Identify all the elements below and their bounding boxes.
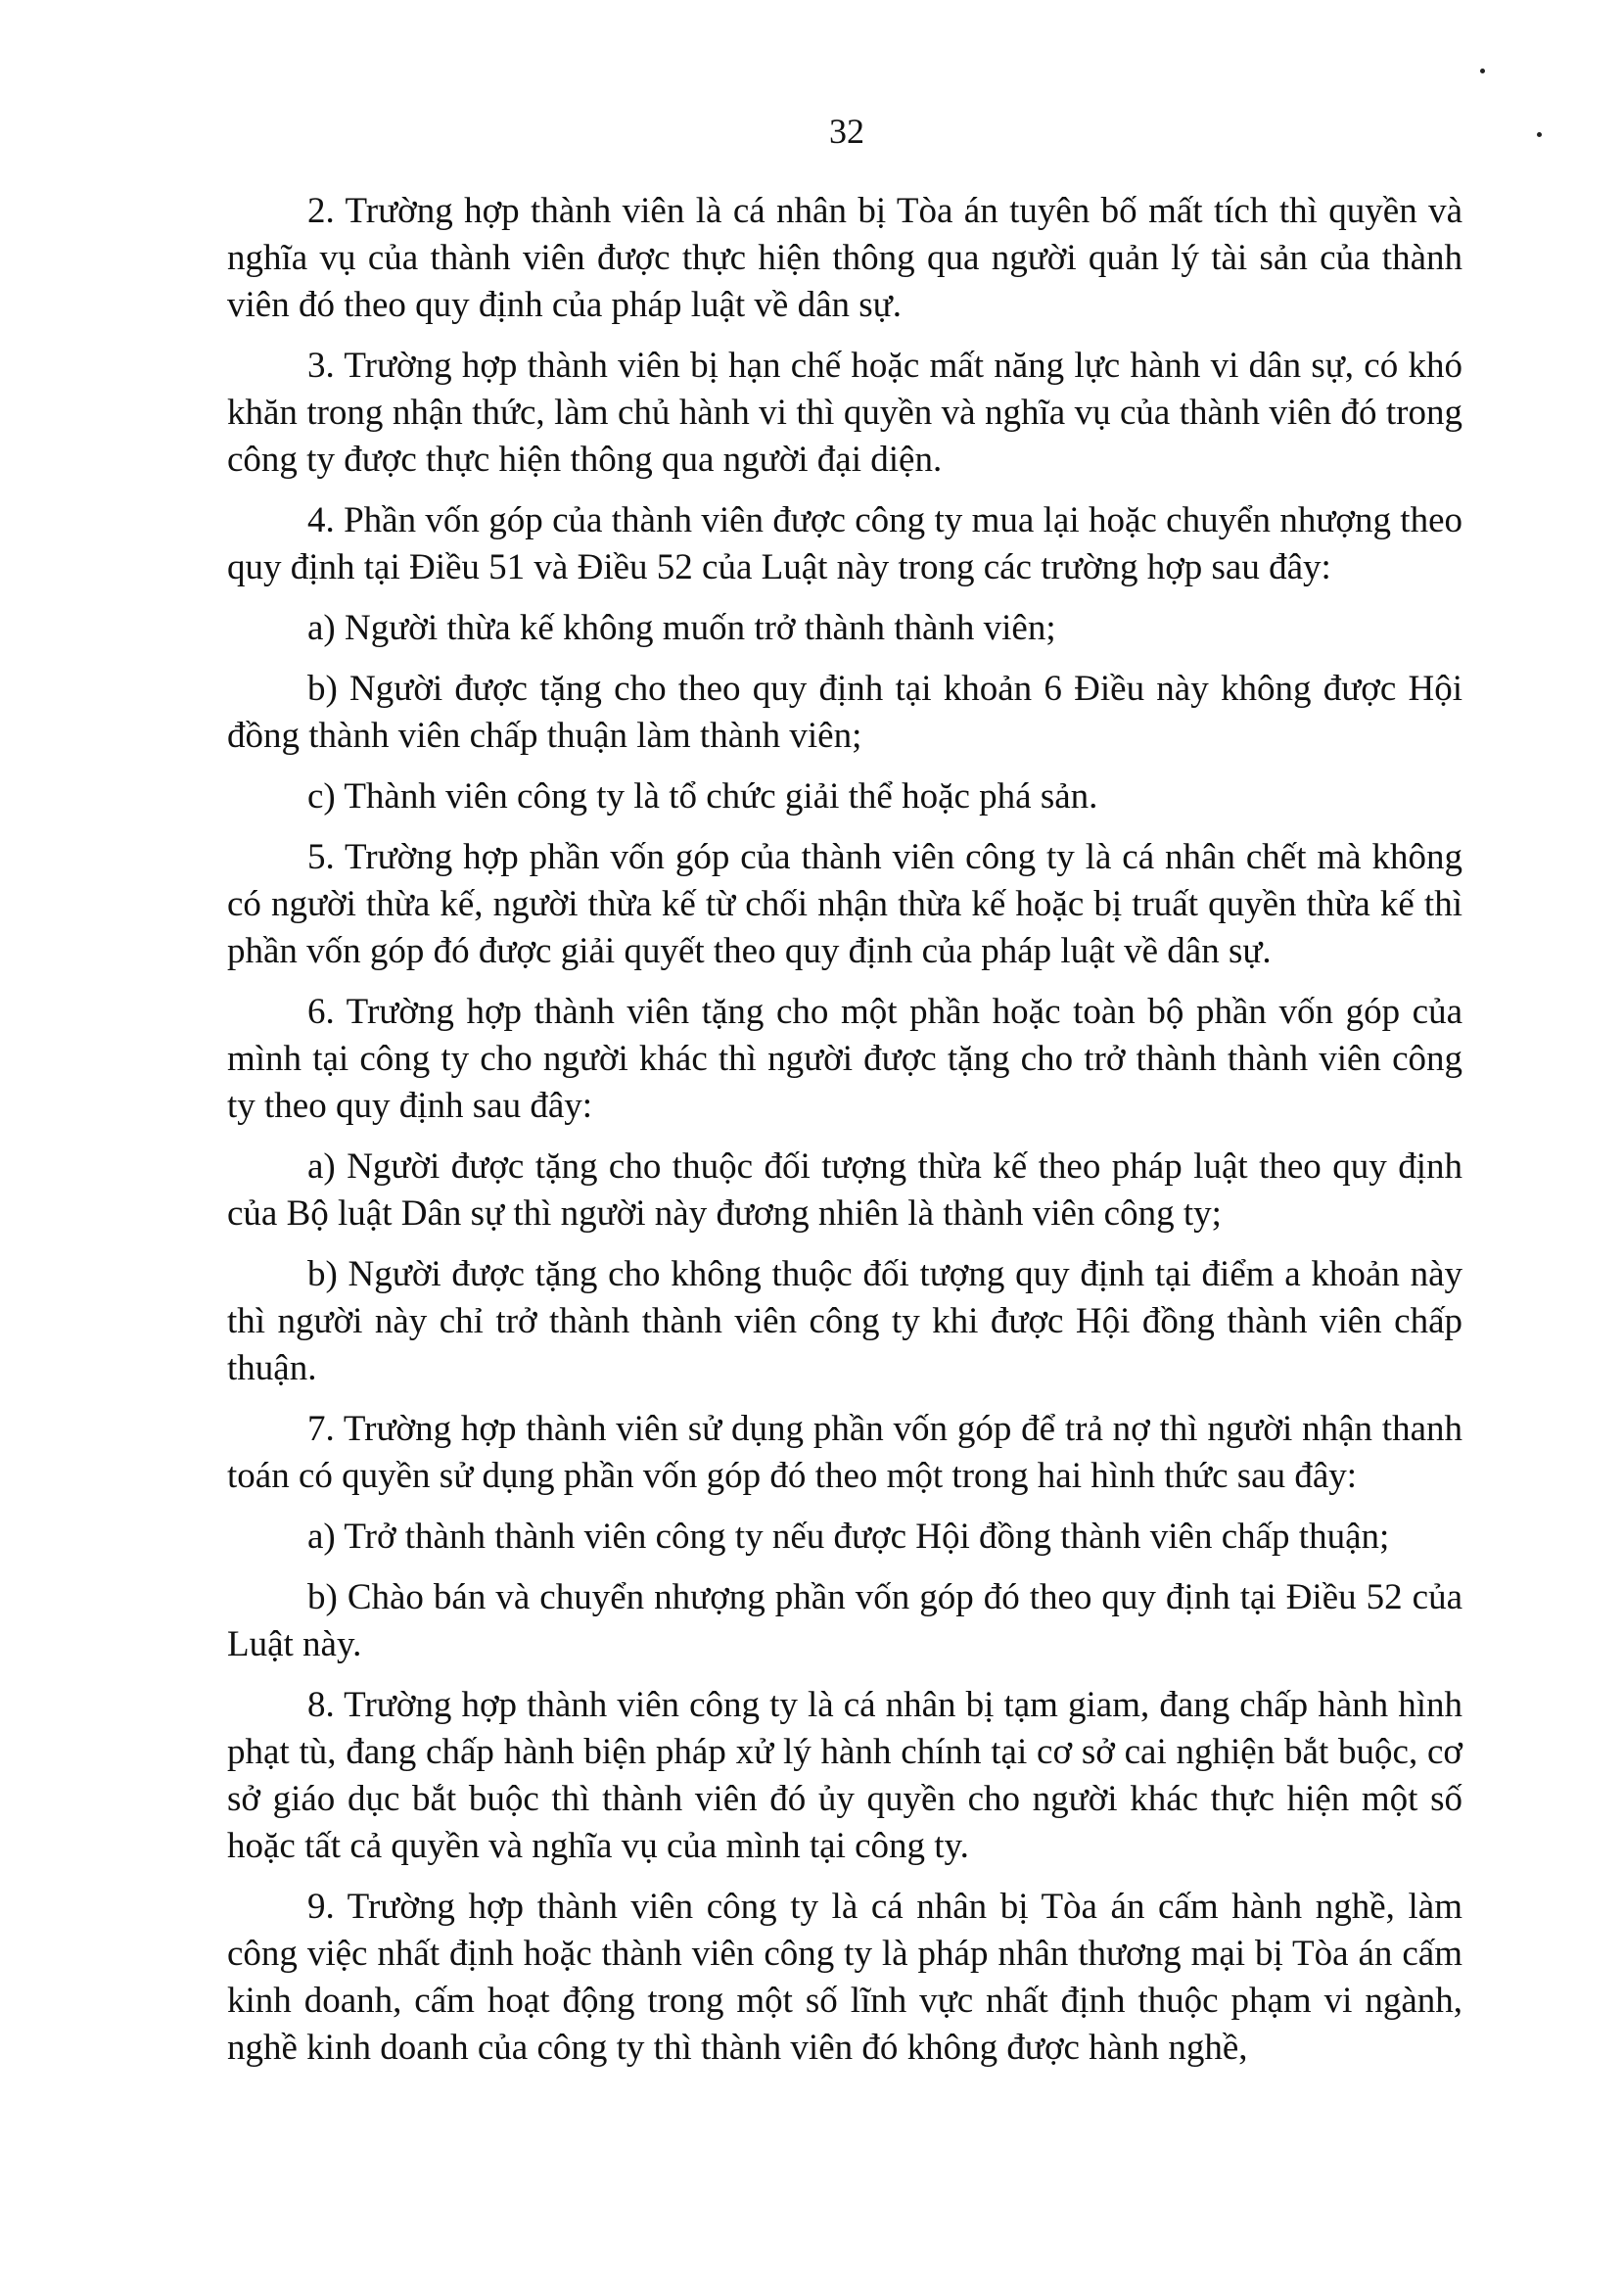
paragraph-clause-4: 4. Phần vốn góp của thành viên được công ty mua lại hoặc chuyển nhượng theo quy định tại Điều 51 và Điều 52 của Luật này trong các trường hợp sau đây:	[227, 500, 1462, 587]
clause-4-point-b: b) Người được tặng cho theo quy định tại khoản 6 Điều này không được Hội đồng thành viên chấp thuận làm thành viên;	[227, 669, 1462, 756]
clause-7-point-a: a) Trở thành thành viên công ty nếu được Hội đồng thành viên chấp thuận;	[307, 1517, 1390, 1557]
paragraph-clause-8: 8. Trường hợp thành viên công ty là cá nhân bị tạm giam, đang chấp hành hình phạt tù, đang chấp hành biện pháp xử lý hành chính tại cơ sở cai nghiện bắt buộc, cơ sở giáo dục bắt buộc thì thành viên đó ủy quyền cho người khác thực hiện một số hoặc tất cả quyền và nghĩa vụ của mình tại công ty.	[227, 1685, 1462, 1866]
paragraph-clause-7: 7. Trường hợp thành viên sử dụng phần vốn góp để trả nợ thì người nhận thanh toán có quyền sử dụng phần vốn góp đó theo một trong hai hình thức sau đây:	[227, 1409, 1462, 1496]
scan-speck	[1480, 69, 1485, 73]
clause-7-point-b: b) Chào bán và chuyển nhượng phần vốn góp đó theo quy định tại Điều 52 của Luật này.	[227, 1577, 1462, 1664]
page-number: 32	[829, 112, 864, 151]
paragraph-clause-6: 6. Trường hợp thành viên tặng cho một phần hoặc toàn bộ phần vốn góp của mình tại công ty cho người khác thì người được tặng cho trở thành thành viên công ty theo quy định sau đây:	[227, 992, 1462, 1126]
document-body	[227, 188, 1462, 2085]
paragraph-clause-5: 5. Trường hợp phần vốn góp của thành viên công ty là cá nhân chết mà không có người thừa kế, người thừa kế từ chối nhận thừa kế hoặc bị truất quyền thừa kế thì phần vốn góp đó được giải quyết theo quy định của pháp luật về dân sự.	[227, 837, 1462, 971]
clause-6-point-b: b) Người được tặng cho không thuộc đối tượng quy định tại điểm a khoản này thì người này chỉ trở thành thành viên công ty khi được Hội đồng thành viên chấp thuận.	[227, 1254, 1462, 1388]
paragraph-clause-2: 2. Trường hợp thành viên là cá nhân bị Tòa án tuyên bố mất tích thì quyền và nghĩa vụ của thành viên được thực hiện thông qua người quản lý tài sản của thành viên đó theo quy định của pháp luật về dân sự.	[227, 191, 1462, 325]
clause-4-point-c: c) Thành viên công ty là tổ chức giải thể hoặc phá sản.	[307, 776, 1098, 817]
paragraph-clause-9: 9. Trường hợp thành viên công ty là cá nhân bị Tòa án cấm hành nghề, làm công việc nhất định hoặc thành viên công ty là pháp nhân thương mại bị Tòa án cấm kinh doanh, cấm hoạt động trong một số lĩnh vực nhất định thuộc phạm vi ngành, nghề kinh doanh của công ty thì thành viên đó không được hành nghề,	[227, 1887, 1462, 2068]
clause-6-point-a: a) Người được tặng cho thuộc đối tượng thừa kế theo pháp luật theo quy định của Bộ luật Dân sự thì người này đương nhiên là thành viên công ty;	[227, 1146, 1462, 1234]
paragraph-clause-3: 3. Trường hợp thành viên bị hạn chế hoặc mất năng lực hành vi dân sự, có khó khăn trong nhận thức, làm chủ hành vi thì quyền và nghĩa vụ của thành viên đó trong công ty được thực hiện thông qua người đại diện.	[227, 346, 1462, 480]
clause-4-point-a: a) Người thừa kế không muốn trở thành thành viên;	[307, 608, 1056, 648]
